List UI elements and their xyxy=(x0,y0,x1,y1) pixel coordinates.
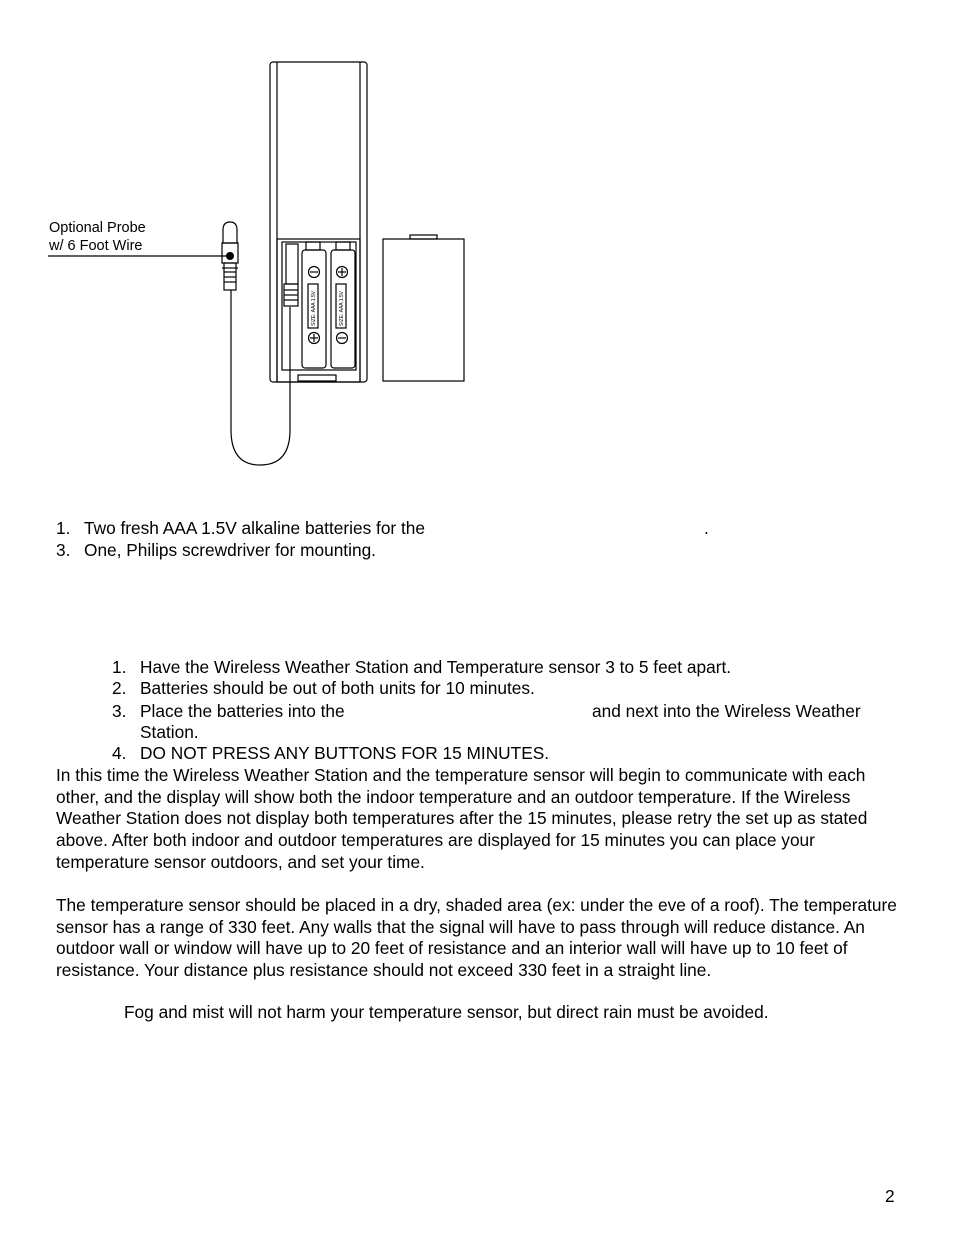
battery-label-right: SIZE: AAA 1.5V xyxy=(339,290,345,326)
page-number: 2 xyxy=(885,1186,895,1206)
list-number: 3. xyxy=(56,540,71,560)
step-text: Place the batteries into the xyxy=(140,701,345,721)
battery-label-left: SIZE: AAA 1.5V xyxy=(311,290,317,326)
step-continuation: Station. xyxy=(140,722,199,742)
list-trailing: . xyxy=(704,518,709,538)
list-text: One, Philips screwdriver for mounting. xyxy=(84,540,376,560)
placement-paragraph: The temperature sensor should be placed in a dry, shaded area (ex: under the eve of a roof). The temperature sensor has a range of 330 feet. Any walls that the signal will have to pass through will reduce distance. An outdoor wall or window will have up to 20 feet of resistance and an interior wall will have up to 10 feet of resistance. Your distance plus resistance should not exceed 330 feet in a straight line. xyxy=(56,895,897,981)
step-text: DO NOT PRESS ANY BUTTONS FOR 15 MINUTES. xyxy=(140,743,550,763)
list-number: 1. xyxy=(56,518,71,538)
step-number: 3. xyxy=(112,701,127,721)
probe-wire xyxy=(231,290,290,465)
battery-cover xyxy=(383,239,464,381)
step-number: 2. xyxy=(112,678,127,698)
step-text-after: and next into the Wireless Weather xyxy=(592,701,861,721)
list-text: Two fresh AAA 1.5V alkaline batteries for the xyxy=(84,518,426,538)
probe-label-line1: Optional Probe xyxy=(49,220,146,236)
step-text: Have the Wireless Weather Station and Temperature sensor 3 to 5 feet apart. xyxy=(140,657,732,677)
step-number: 4. xyxy=(112,743,127,763)
weather-note-paragraph: Fog and mist will not harm your temperature sensor, but direct rain must be avoided. xyxy=(124,1002,769,1022)
step-number: 1. xyxy=(112,657,127,677)
probe-label-line2: w/ 6 Foot Wire xyxy=(49,238,143,254)
step-text: Batteries should be out of both units for 10 minutes. xyxy=(140,678,535,698)
probe-callout-label xyxy=(49,219,146,255)
setup-paragraph-communication: In this time the Wireless Weather Station and the temperature sensor will begin to communicate with each other, and the display will show both the indoor temperature and an outdoor temperature. If the Wireless Weather Station does not display both temperatures after the 15 minutes, please retry the set up as stated above. After both indoor and outdoor temperatures are displayed for 15 minutes you can place your temperature sensor outdoors, and set your time. xyxy=(56,765,868,872)
